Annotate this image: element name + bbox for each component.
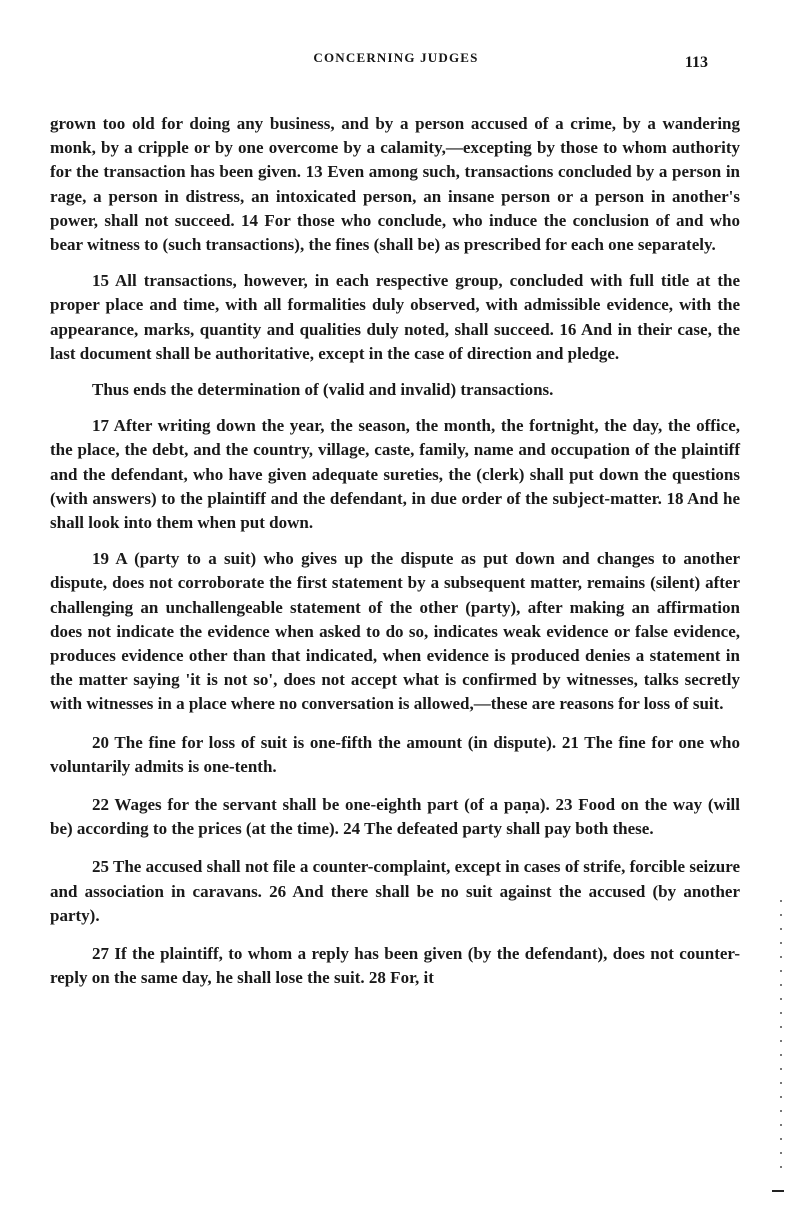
page-number: 113 [684,54,708,71]
margin-dash [772,1190,784,1192]
page-body [50,112,740,991]
paragraph-continuation: grown too old for doing any business, and by a person accused of a crime, by a wandering monk, by a cripple or by one overcome by a calamity,—excepting by those to whom authority for the transaction has been given. 13 Even among such, transactions concluded by a person in rage, a person in distress, an intoxicated person, an insane person or a person in another's power, shall not succeed. 14 For those who conclude, who induce the conclusion of and who bear witness to (such transactions), the fines (shall be) as prescribed for each one separately. [50,114,740,255]
paragraph-25: 25 The accused shall not file a counter-complaint, except in cases of strife, forcible seizure and association in caravans. 26 And there shall be no suit against the accused (by another party). [50,857,740,925]
scan-edge-marks [780,900,782,1170]
page-title: CONCERNING JUDGES [313,50,479,65]
paragraph-15: 15 All transactions, however, in each respective group, concluded with full title at the proper place and time, with all formalities duly observed, with admissible evidence, with the appearance, marks, quantity and qualities duly noted, shall succeed. 16 And in their case, the last document shall be authoritative, except in the case of direction and pledge. [50,271,740,363]
paragraph-20: 20 The fine for loss of suit is one-fifth the amount (in dispute). 21 The fine for one who voluntarily admits is one-tenth. [50,732,740,776]
paragraph-27: 27 If the plaintiff, to whom a reply has been given (by the defendant), does not counter-reply on the same day, he shall lose the suit. 28 For, it [50,944,740,988]
paragraph-22: 22 Wages for the servant shall be one-eighth part (of a paṇa). 23 Food on the way (will be) according to the prices (at the time). 24 The defeated party shall pay both these. [50,795,740,839]
running-head [0,50,792,74]
paragraph-section-end: Thus ends the determination of (valid and invalid) transactions. [92,380,554,400]
paragraph-19: 19 A (party to a suit) who gives up the dispute as put down and changes to another dispute, does not corroborate the first statement by a subsequent matter, remains (silent) after challenging an unchallengeable statement of the other (party), after making an affirmation does not indicate the evidence when asked to do so, indicates weak evidence or false evidence, produces evidence other than that indicated, when evidence is produced denies a statement in the matter saying 'it is not so', does not accept what is confirmed by witnesses, talks secretly with witnesses in a place where no conversation is allowed,—these are reasons for loss of suit. [50,549,740,714]
paragraph-17: 17 After writing down the year, the season, the month, the fortnight, the day, the office, the place, the debt, and the country, village, caste, family, name and occupation of the plaintiff and the defendant, who have given adequate sureties, the (clerk) shall put down the questions (with answers) to the plaintiff and the defendant, in due order of the subject-matter. 18 And he shall look into them when put down. [50,416,740,533]
